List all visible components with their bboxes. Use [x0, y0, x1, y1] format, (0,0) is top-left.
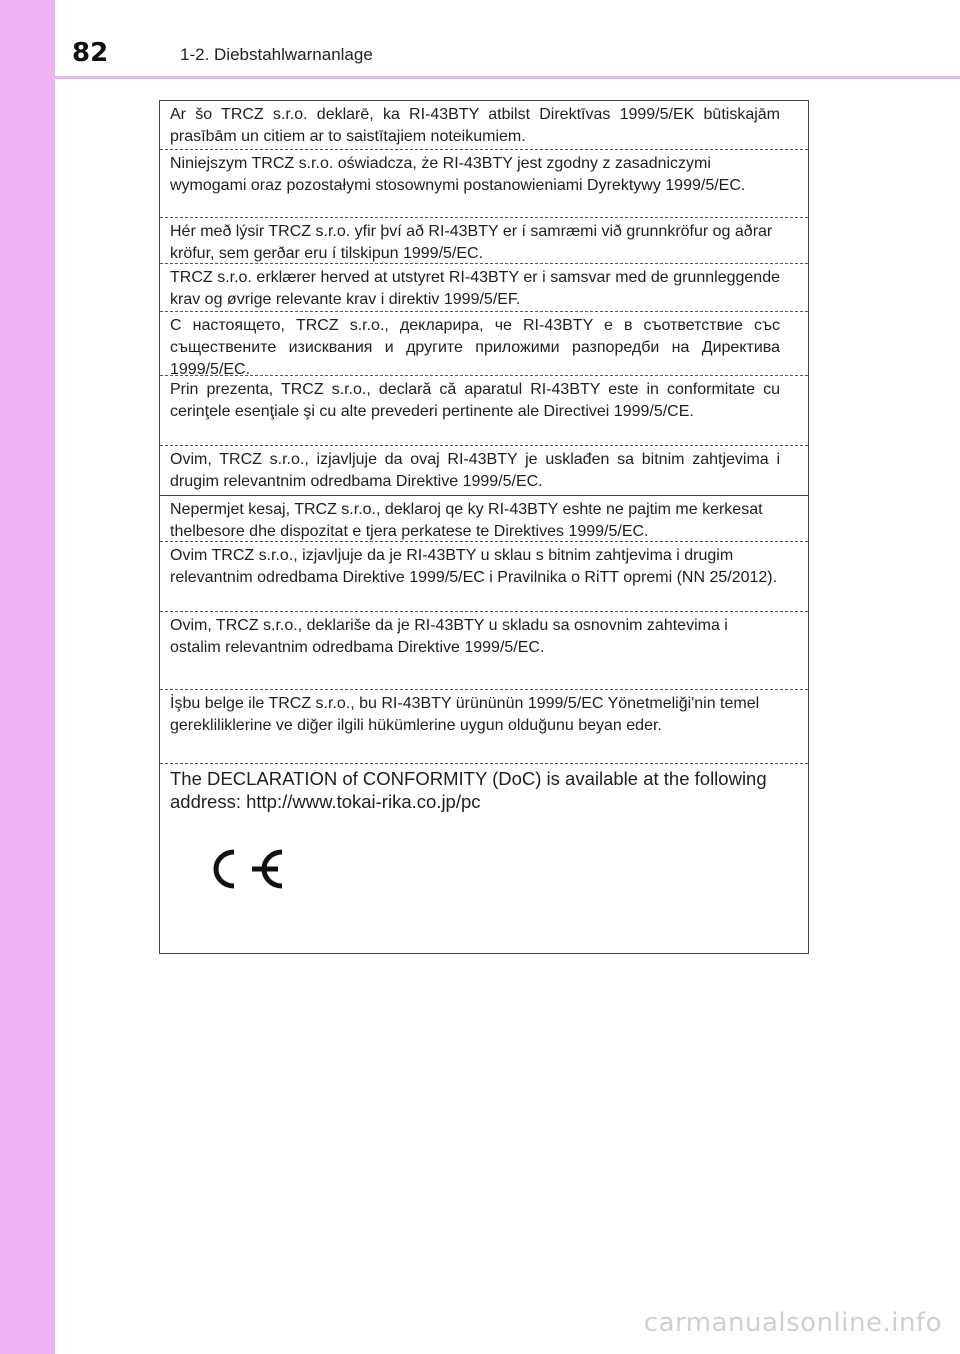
page-number: 82: [72, 38, 109, 68]
doc-availability-notice: [160, 763, 808, 953]
declaration-text: Ovim TRCZ s.r.o., izjavljuje da je RI-43BTY u sklau s bitnim zahtjevima i drugim relevantnim odredbama Direktive 1999/5/EC i Pravilnika o RiTT opremi (NN 25/2012).: [170, 547, 778, 586]
side-accent-strip: [0, 0, 55, 1354]
declaration-croatian: [160, 445, 808, 495]
site-watermark: carmanualsonline.info: [643, 1308, 942, 1338]
declaration-text: Ar šo TRCZ s.r.o. deklarē, ka RI-43BTY atbilst Direktīvas 1999/5/EK būtiskajām prasībām un citiem ar to saistītajiem noteikumiem.: [170, 106, 780, 145]
declaration-bulgarian: [160, 311, 808, 378]
declaration-norwegian: [160, 263, 808, 311]
ce-mark-icon: [196, 846, 288, 892]
declaration-romanian: [160, 375, 808, 445]
declaration-text: Nepermjet kesaj, TRCZ s.r.o., deklaroj qe ky RI-43BTY eshte ne pajtim me kerkesat thelbesore dhe dispozitat e tjera perkatese te Direktives 1999/5/EC.: [170, 501, 763, 540]
declaration-text: İşbu belge ile TRCZ s.r.o., bu RI-43BTY ürününün 1999/5/EC Yönetmeliği'nin temel gerekliliklerine ve diğer ilgili hükümlerine uygun olduğunu beyan eder.: [170, 695, 760, 734]
declaration-montenegrin: [160, 541, 808, 611]
declaration-text: Ovim, TRCZ s.r.o., deklariše da je RI-43BTY u skladu sa osnovnim zahtevima i ostalim relevantnim odredbama Direktive 1999/5/EC.: [170, 617, 728, 656]
declaration-text: TRCZ s.r.o. erklærer herved at utstyret RI-43BTY er i samsvar med de grunnleggende krav og øvrige relevante krav i direktiv 1999/5/EF.: [170, 269, 780, 308]
doc-availability-text: The DECLARATION of CONFORMITY (DoC) is available at the following address: http://www.tokai-rika.co.jp/pc: [170, 768, 767, 812]
declaration-turkish: [160, 689, 808, 763]
declaration-latvian: [160, 101, 808, 149]
declaration-frame: [159, 100, 809, 954]
declaration-polish: [160, 149, 808, 217]
declaration-text: Ovim, TRCZ s.r.o., izjavljuje da ovaj RI-43BTY je usklađen sa bitnim zahtjevima i drugim relevantnim odredbama Direktive 1999/5/EC.: [170, 451, 780, 490]
declaration-text: Prin prezenta, TRCZ s.r.o., declară că aparatul RI-43BTY este in conformitate cu cerinţele esenţiale şi cu alte prevederi pertinente ale Directivei 1999/5/CE.: [170, 381, 780, 420]
declaration-serbian: [160, 611, 808, 689]
declaration-albanian: [160, 495, 808, 541]
header-rule: [55, 76, 960, 79]
declaration-text: Hér með lýsir TRCZ s.r.o. yfir því að RI-43BTY er í samræmi við grunnkröfur og aðrar kröfur, sem gerðar eru í tilskipun 1999/5/EC.: [170, 223, 773, 262]
declaration-icelandic: [160, 217, 808, 263]
declaration-text: С настоящето, TRCZ s.r.o., декларира, че RI-43BTY е в съответствие със съществените изисквания и другите приложими разпоредби на Директива 1999/5/ЕС.: [170, 317, 780, 378]
declaration-text: Niniejszym TRCZ s.r.o. oświadcza, że RI-43BTY jest zgodny z zasadniczymi wymogami oraz pozostałymi stosownymi postanowieniami Dyrektywy 1999/5/EC.: [170, 155, 746, 194]
section-title: 1-2. Diebstahlwarnanlage: [180, 45, 373, 64]
